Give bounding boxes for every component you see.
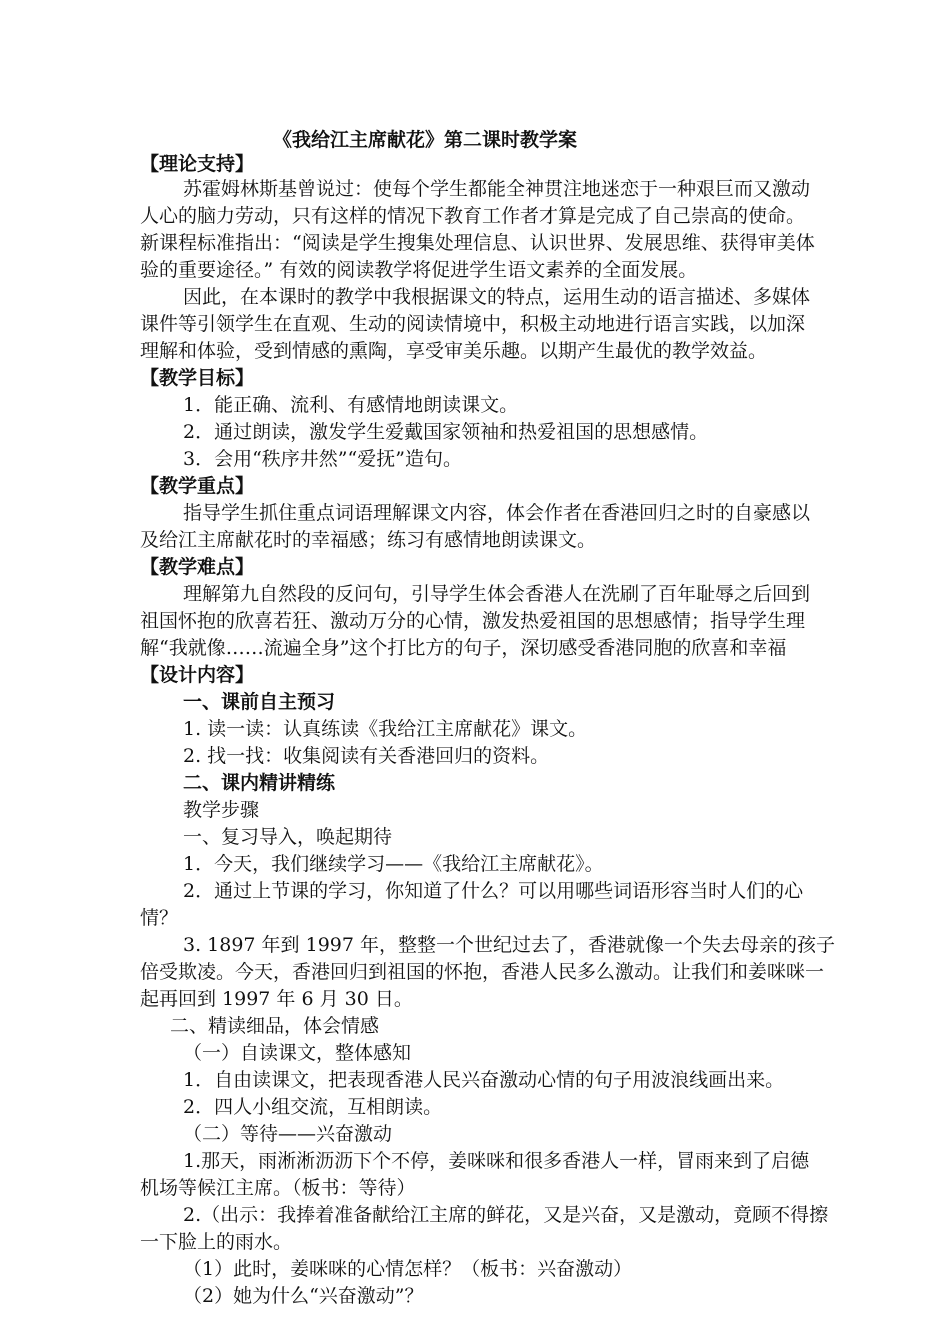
section-heading: 一、课前自主预习 xyxy=(183,691,336,713)
paragraph-line: 起再回到 1997 年 6 月 30 日。 xyxy=(140,988,413,1010)
paragraph-line: 2.（出示：我捧着准备献给江主席的鲜花，又是兴奋，又是激动，竟顾不得擦 xyxy=(183,1204,829,1226)
goal-item: 3．会用“秩序井然”“爱抚”造句。 xyxy=(183,448,462,470)
heading-focus: 【教学重点】 xyxy=(140,475,255,497)
paragraph-line: 教学步骤 xyxy=(183,799,260,821)
paragraph-line: 苏霍姆林斯基曾说过：使每个学生都能全神贯注地迷恋于一种艰巨而又激动 xyxy=(183,178,811,200)
paragraph-line: 及给江主席献花时的幸福感；练习有感情地朗读课文。 xyxy=(140,529,597,551)
paragraph-line: 新课程标准指出：“阅读是学生搜集处理信息、认识世界、发展思维、获得审美体 xyxy=(140,232,815,254)
heading-difficulty: 【教学难点】 xyxy=(140,556,255,578)
paragraph-line: 机场等候江主席。（板书：等待） xyxy=(140,1177,416,1199)
paragraph-line: （二）等待——兴奋激动 xyxy=(183,1123,393,1145)
paragraph-line: （一）自读课文，整体感知 xyxy=(183,1042,412,1064)
heading-theory: 【理论支持】 xyxy=(140,153,255,175)
paragraph-line: 指导学生抓住重点词语理解课文内容，体会作者在香港回归之时的自豪感以 xyxy=(183,502,811,524)
goal-item: 1．能正确、流利、有感情地朗读课文。 xyxy=(183,394,519,416)
paragraph-line: 人心的脑力劳动，只有这样的情况下教育工作者才算是完成了自己崇高的使命。 xyxy=(140,205,806,227)
paragraph-line: 2．四人小组交流，互相朗读。 xyxy=(183,1096,443,1118)
paragraph-line: 理解和体验，受到情感的熏陶，享受审美乐趣。以期产生最优的教学效益。 xyxy=(140,340,768,362)
paragraph-line: （2）她为什么“兴奋激动”？ xyxy=(183,1285,424,1307)
paragraph-line: 二、精读细品，体会情感 xyxy=(170,1015,380,1037)
paragraph-line: 因此，在本课时的教学中我根据课文的特点，运用生动的语言描述、多媒体 xyxy=(183,286,811,308)
heading-design: 【设计内容】 xyxy=(140,664,255,686)
paragraph-line: 2．通过上节课的学习，你知道了什么？可以用哪些词语形容当时人们的心 xyxy=(183,880,804,902)
paragraph-line: 祖国怀抱的欣喜若狂、激动万分的心情，激发热爱祖国的思想感情；指导学生理 xyxy=(140,610,806,632)
paragraph-line: （1）此时，姜咪咪的心情怎样？（板书：兴奋激动） xyxy=(183,1258,633,1280)
list-item: 1. 读一读：认真练读《我给江主席献花》课文。 xyxy=(183,718,588,740)
paragraph-line: 解“我就像……流遍全身”这个打比方的句子，深切感受香港同胞的欣喜和幸福 xyxy=(140,637,787,659)
paragraph-line: 课件等引领学生在直观、生动的阅读情境中，积极主动地进行语言实践，以加深 xyxy=(140,313,806,335)
paragraph-line: 理解第九自然段的反问句，引导学生体会香港人在洗刷了百年耻辱之后回到 xyxy=(183,583,811,605)
paragraph-line: 验的重要途径。” 有效的阅读教学将促进学生语文素养的全面发展。 xyxy=(140,259,698,281)
heading-goals: 【教学目标】 xyxy=(140,367,255,389)
goal-item: 2．通过朗读，激发学生爱戴国家领袖和热爱祖国的思想感情。 xyxy=(183,421,709,443)
document-title: 《我给江主席献花》第二课时教学案 xyxy=(273,129,578,151)
paragraph-line: 倍受欺凌。今天，香港回归到祖国的怀抱，香港人民多么激动。让我们和姜咪咪一 xyxy=(140,961,825,983)
section-heading: 二、课内精讲精练 xyxy=(183,772,336,794)
paragraph-line: 一下脸上的雨水。 xyxy=(140,1231,293,1253)
paragraph-line: 1．今天，我们继续学习——《我给江主席献花》。 xyxy=(183,853,604,875)
list-item: 2. 找一找：收集阅读有关香港回归的资料。 xyxy=(183,745,550,767)
paragraph-line: 1.那天，雨淅淅沥沥下个不停，姜咪咪和很多香港人一样，冒雨来到了启德 xyxy=(183,1150,810,1172)
paragraph-line: 3. 1897 年到 1997 年，整整一个世纪过去了，香港就像一个失去母亲的孩子 xyxy=(183,934,835,956)
paragraph-line: 1．自由读课文，把表现香港人民兴奋激动心情的句子用波浪线画出来。 xyxy=(183,1069,785,1091)
paragraph-line: 情？ xyxy=(140,907,179,929)
paragraph-line: 一、复习导入，唤起期待 xyxy=(183,826,393,848)
